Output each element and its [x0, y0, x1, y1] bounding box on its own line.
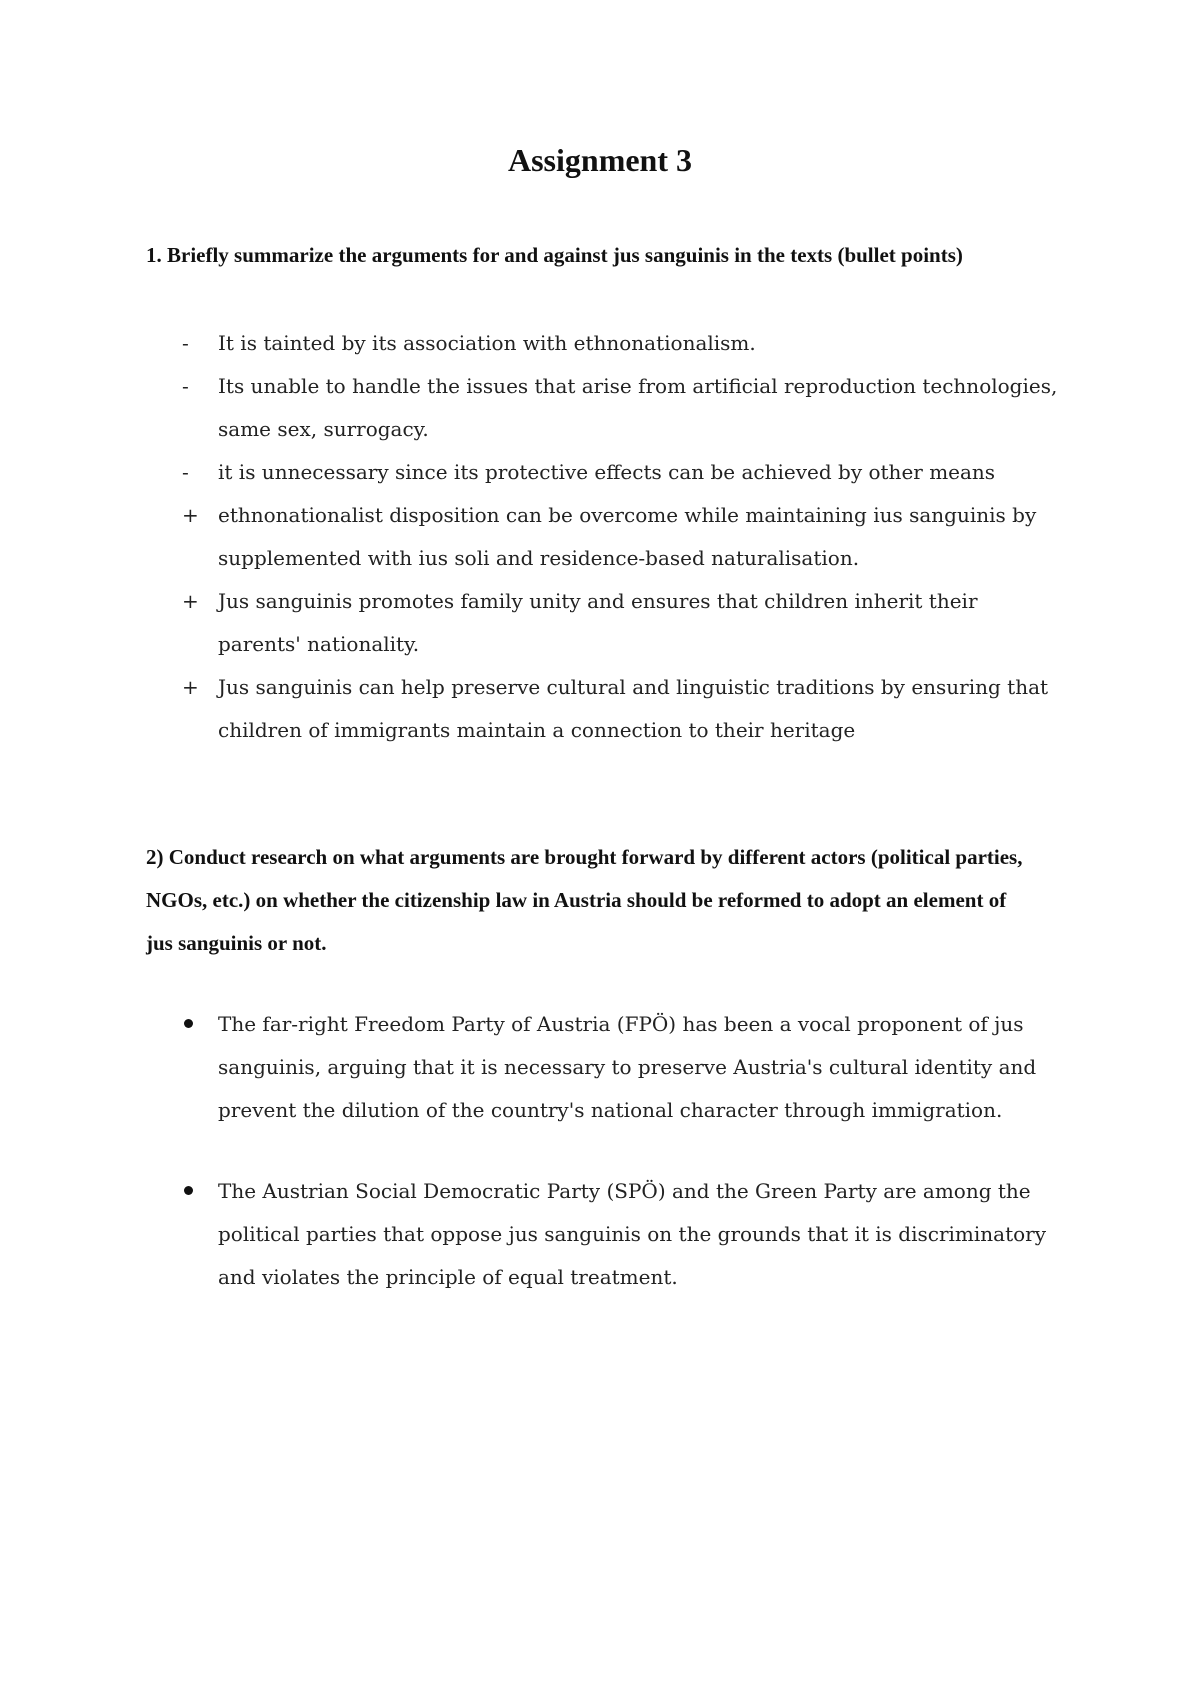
- argument-text: Jus sanguinis promotes family unity and ensures that children inherit their parents' nationality.: [218, 589, 978, 656]
- argument-item: [146, 322, 1066, 365]
- bullet-dot-icon: [184, 1019, 193, 1028]
- argument-marker: +: [182, 503, 199, 527]
- argument-marker: -: [182, 374, 189, 398]
- argument-text: Its unable to handle the issues that arise from artificial reproduction technologies, same sex, surrogacy.: [218, 374, 1058, 441]
- research-text: The far-right Freedom Party of Austria (FPÖ) has been a vocal proponent of jus sanguinis, arguing that it is necessary to preserve Austria's cultural identity and prevent the dilution of the country's national character through immigration.: [218, 1012, 1037, 1122]
- argument-marker: -: [182, 331, 189, 355]
- bullet-dot-icon: [184, 1186, 193, 1195]
- argument-marker: +: [182, 675, 199, 699]
- research-list: [146, 1003, 1066, 1337]
- research-item: [146, 1170, 1066, 1299]
- argument-text: It is tainted by its association with ethnonationalism.: [218, 331, 756, 355]
- argument-marker: +: [182, 589, 199, 613]
- argument-item: [146, 666, 1066, 752]
- question-1-heading: 1. Briefly summarize the arguments for and against jus sanguinis in the texts (bullet points): [146, 243, 963, 267]
- question-2-heading: 2) Conduct research on what arguments are brought forward by different actors (political parties, NGOs, etc.) on whether the citizenship law in Austria should be reformed to adopt an element of jus sanguinis or not.: [146, 845, 1023, 955]
- argument-item: [146, 451, 1066, 494]
- arguments-list: [146, 322, 1066, 752]
- research-text: The Austrian Social Democratic Party (SPÖ) and the Green Party are among the political parties that oppose jus sanguinis on the grounds that it is discriminatory and violates the principle of equal treatment.: [218, 1179, 1047, 1289]
- argument-item: [146, 580, 1066, 666]
- argument-item: [146, 365, 1066, 451]
- argument-text: ethnonationalist disposition can be overcome while maintaining ius sanguinis by supplemented with ius soli and residence-based naturalisation.: [218, 503, 1037, 570]
- argument-text: Jus sanguinis can help preserve cultural and linguistic traditions by ensuring that children of immigrants maintain a connection to their heritage: [218, 675, 1049, 742]
- argument-text: it is unnecessary since its protective effects can be achieved by other means: [218, 460, 996, 484]
- research-item: [146, 1003, 1066, 1132]
- argument-marker: -: [182, 460, 189, 484]
- argument-item: [146, 494, 1066, 580]
- page-title: Assignment 3: [507, 142, 692, 178]
